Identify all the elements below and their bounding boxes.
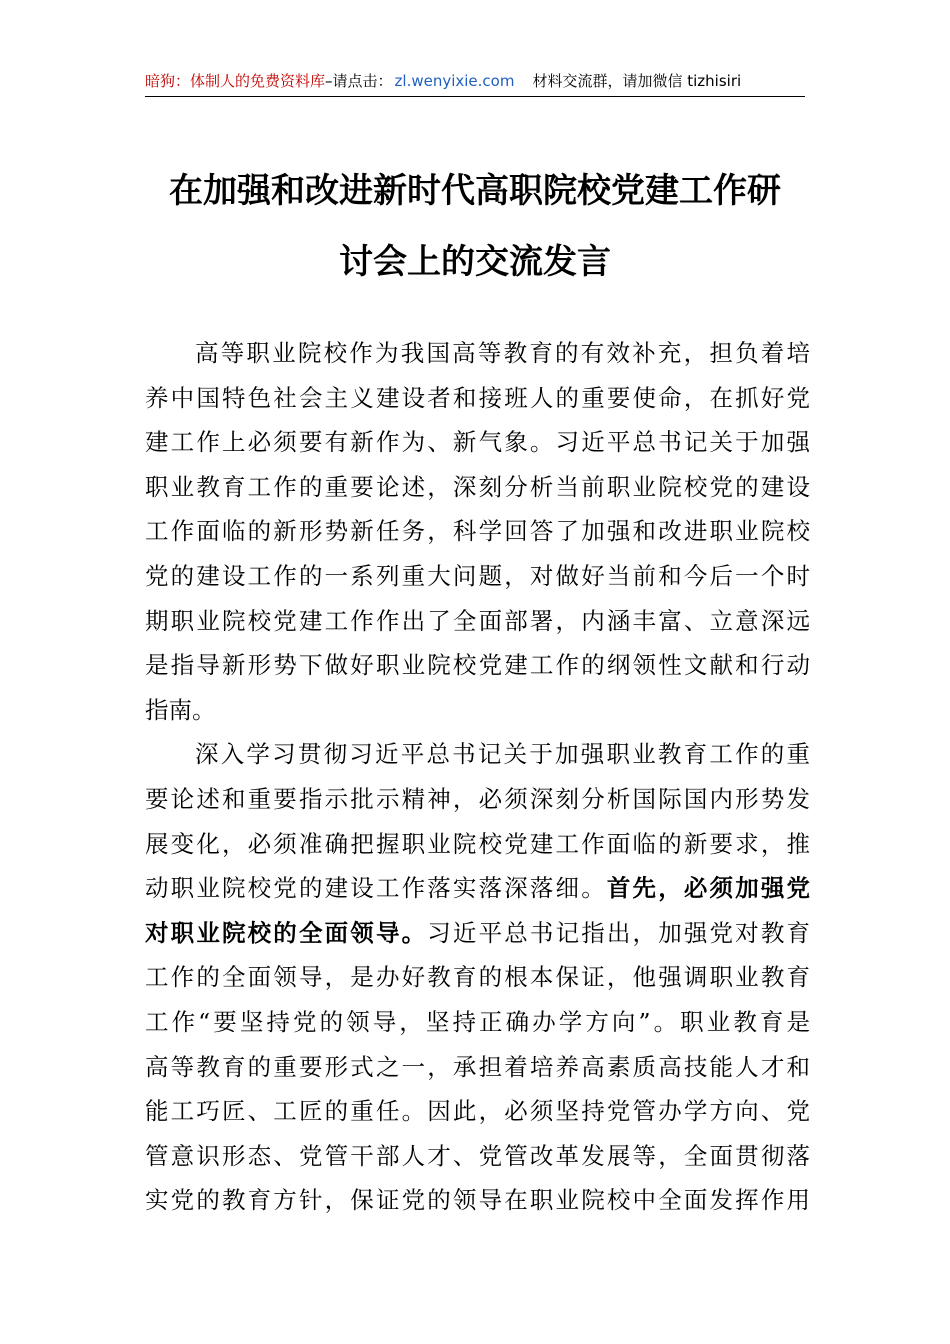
paragraph-line: 党的建设工作的一系列重大问题，对做好当前和今后一个时 (145, 561, 810, 590)
header-brand: 暗狗：体制人的免费资料库 (145, 72, 326, 90)
paragraph-line: 高等职业院校作为我国高等教育的有效补充，担负着培 (195, 339, 810, 367)
document-title-line-2: 讨会上的交流发言 (339, 242, 611, 282)
paragraph-line: 深入学习贯彻习近平总书记关于加强职业教育工作的重 (195, 740, 810, 769)
line-text: 动职业院校党的建设工作落实落深落细。 (145, 874, 607, 903)
paragraph-line: 工作面临的新形势新任务，科学回答了加强和改进职业院校 (145, 517, 810, 546)
paragraph-line: 管意识形态、党管干部人才、党管改革发展等，全面贯彻落 (145, 1141, 810, 1170)
paragraph-line: 建工作上必须要有新作为、新气象。习近平总书记关于加强 (145, 428, 810, 457)
header-link[interactable]: zl.wenyixie.com (394, 72, 515, 90)
paragraph-line: 要论述和重要指示批示精神，必须深刻分析国际国内形势发 (145, 784, 810, 813)
paragraph-line: 养中国特色社会主义建设者和接班人的重要使命，在抓好党 (145, 383, 810, 412)
bold-emphasis: 对职业院校的全面领导。 (145, 918, 428, 947)
page-header (145, 68, 805, 97)
document-body (145, 331, 810, 1223)
paragraph-line: 工作的全面领导，是办好教育的根本保证，他强调职业教育 (145, 963, 810, 992)
paragraph-line: 职业教育工作的重要论述，深刻分析当前职业院校党的建设 (145, 472, 810, 501)
paragraph-line: 工作“要坚持党的领导，坚持正确办学方向”。职业教育是 (145, 1007, 810, 1036)
paragraph-line: 实党的教育方针，保证党的领导在职业院校中全面发挥作用 (145, 1186, 810, 1215)
paragraph-line: 指南。 (145, 695, 216, 724)
paragraph-line: 高等教育的重要形式之一，承担着培养高素质高技能人才和 (145, 1052, 810, 1081)
paragraph-1 (145, 331, 810, 732)
paragraph-line: 能工巧匠、工匠的重任。因此，必须坚持党管办学方向、党 (145, 1097, 810, 1126)
paragraph-line: 是指导新形势下做好职业院校党建工作的纲领性文献和行动 (145, 651, 810, 680)
paragraph-line: 展变化，必须准确把握职业院校党建工作面临的新要求，推 (145, 829, 810, 858)
header-contact: 材料交流群，请加微信 tizhisiri (532, 72, 742, 90)
header-prompt: –请点击： (325, 72, 393, 90)
paragraph-line (145, 911, 810, 956)
document-title-line-1: 在加强和改进新时代高职院校党建工作研 (169, 171, 781, 211)
line-text: 习近平总书记指出，加强党对教育 (427, 918, 811, 947)
paragraph-2 (145, 732, 810, 1223)
bold-emphasis: 首先，必须加强党 (606, 874, 811, 903)
paragraph-line: 期职业院校党建工作作出了全面部署，内涵丰富、立意深远 (145, 606, 810, 635)
paragraph-line (145, 866, 810, 911)
